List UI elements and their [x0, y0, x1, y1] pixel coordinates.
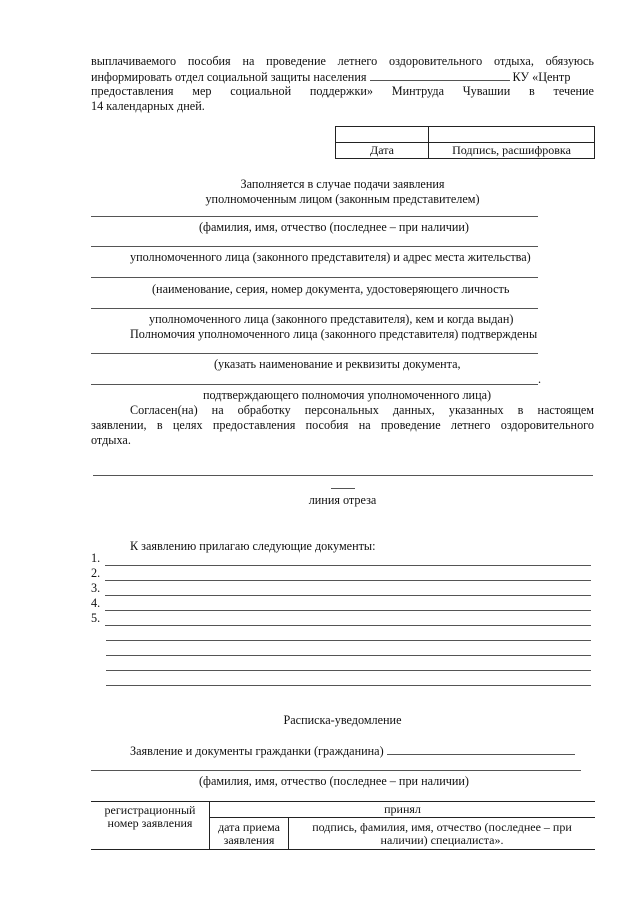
intro-word: в — [528, 84, 535, 98]
consent-line-3: отдыха. — [91, 433, 131, 447]
consent-line-1 — [130, 403, 594, 418]
attachment-item[interactable]: 2. — [91, 567, 591, 581]
attachment-extra-line[interactable] — [106, 640, 591, 641]
social-office-blank[interactable] — [370, 69, 510, 81]
receipt-table — [91, 801, 595, 850]
consent-word: настоящем — [537, 403, 594, 417]
intro-word: социальной — [230, 84, 292, 98]
consent-word: данных, — [392, 403, 435, 417]
hint-doc-confirm: подтверждающего полномочия уполномоченного лица) — [203, 388, 492, 402]
consent-word: на — [211, 403, 224, 417]
intro-line-4: 14 календарных дней. — [91, 99, 205, 113]
consent-word: в — [517, 403, 524, 417]
date-signature-table — [335, 126, 595, 159]
cut-line-stub — [331, 488, 355, 489]
reg-number-cell: регистрационный номер заявления — [91, 802, 210, 850]
accepted-header: принял — [210, 802, 596, 818]
representative-heading-1: Заполняется в случае подачи заявления — [240, 177, 445, 191]
attachment-extra-line[interactable] — [106, 685, 591, 686]
citizen-name-blank[interactable] — [387, 743, 575, 755]
representative-heading-2: уполномоченным лицом (законным представителем) — [205, 192, 480, 206]
date-cell[interactable] — [336, 127, 429, 143]
intro-word: мер — [192, 84, 212, 98]
consent-word: обработку — [237, 403, 291, 417]
attachments-heading: К заявлению прилагаю следующие документы: — [130, 539, 376, 553]
consent-word: указанных — [448, 403, 504, 417]
intro-line-3 — [91, 84, 594, 99]
representative-document-line[interactable] — [91, 277, 538, 278]
intro-word: поддержки» — [309, 84, 373, 98]
date-received-cell: дата приема заявления — [210, 818, 289, 850]
date-label: Дата — [336, 143, 429, 159]
receipt-statement: Заявление и документы гражданки (гражданина) — [130, 743, 575, 759]
consent-word: летнего — [450, 418, 491, 432]
hint-doc-name: (указать наименование и реквизиты документа, — [214, 357, 461, 371]
attachment-item[interactable]: 1. — [91, 552, 591, 566]
attachment-extra-line[interactable] — [106, 655, 591, 656]
powers-details-line[interactable] — [91, 384, 538, 385]
powers-confirmed: Полномочия уполномоченного лица (законного представителя) подтверждены — [130, 327, 538, 341]
representative-address-line[interactable] — [91, 246, 538, 247]
citizen-fio-line[interactable] — [91, 770, 581, 771]
intro-line-2: информировать отдел социальной защиты населения КУ «Центр — [91, 70, 571, 84]
line-end-dot: . — [538, 372, 542, 386]
intro-word: течение — [553, 84, 594, 98]
intro-word: предоставления — [91, 84, 174, 98]
consent-word: Согласен(на) — [130, 403, 198, 417]
consent-line-2 — [91, 418, 594, 433]
specialist-cell: подпись, фамилия, имя, отчество (последнее – при наличии) специалиста». — [289, 818, 596, 850]
receipt-title: Расписка-уведомление — [283, 713, 402, 727]
cut-line-label: линия отреза — [308, 493, 377, 507]
consent-word: пособия — [305, 418, 349, 432]
powers-document-line[interactable] — [91, 353, 538, 354]
consent-word: целях — [172, 418, 203, 432]
attachment-item[interactable]: 5. — [91, 612, 591, 626]
hint-address: уполномоченного лица (законного представителя) и адрес места жительства) — [130, 250, 531, 264]
signature-label: Подпись, расшифровка — [429, 143, 595, 159]
representative-fio-line[interactable] — [91, 216, 538, 217]
consent-word: проведение — [380, 418, 441, 432]
consent-word: на — [358, 418, 371, 432]
attachment-item[interactable]: 3. — [91, 582, 591, 596]
receipt-hint-fio: (фамилия, имя, отчество (последнее – при наличии) — [199, 774, 469, 788]
cut-line — [93, 475, 593, 476]
consent-word: оздоровительного — [500, 418, 594, 432]
signature-cell[interactable] — [429, 127, 595, 143]
hint-document: (наименование, серия, номер документа, удостоверяющего личность — [152, 282, 510, 296]
attachment-extra-line[interactable] — [106, 670, 591, 671]
consent-word: заявлении, — [91, 418, 147, 432]
intro-word: Минтруда — [391, 84, 444, 98]
attachment-item[interactable]: 4. — [91, 597, 591, 611]
hint-fio: (фамилия, имя, отчество (последнее – при наличии) — [199, 220, 469, 234]
intro-word: Чувашии — [462, 84, 511, 98]
consent-word: в — [156, 418, 163, 432]
consent-word: предоставления — [212, 418, 296, 432]
intro-line-1: выплачиваемого пособия на проведение летнего оздоровительного отдыха, обязуюсь — [91, 54, 594, 68]
consent-word: персональных — [304, 403, 379, 417]
representative-issued-line[interactable] — [91, 308, 538, 309]
hint-issued: уполномоченного лица (законного представителя), кем и когда выдан) — [149, 312, 514, 326]
